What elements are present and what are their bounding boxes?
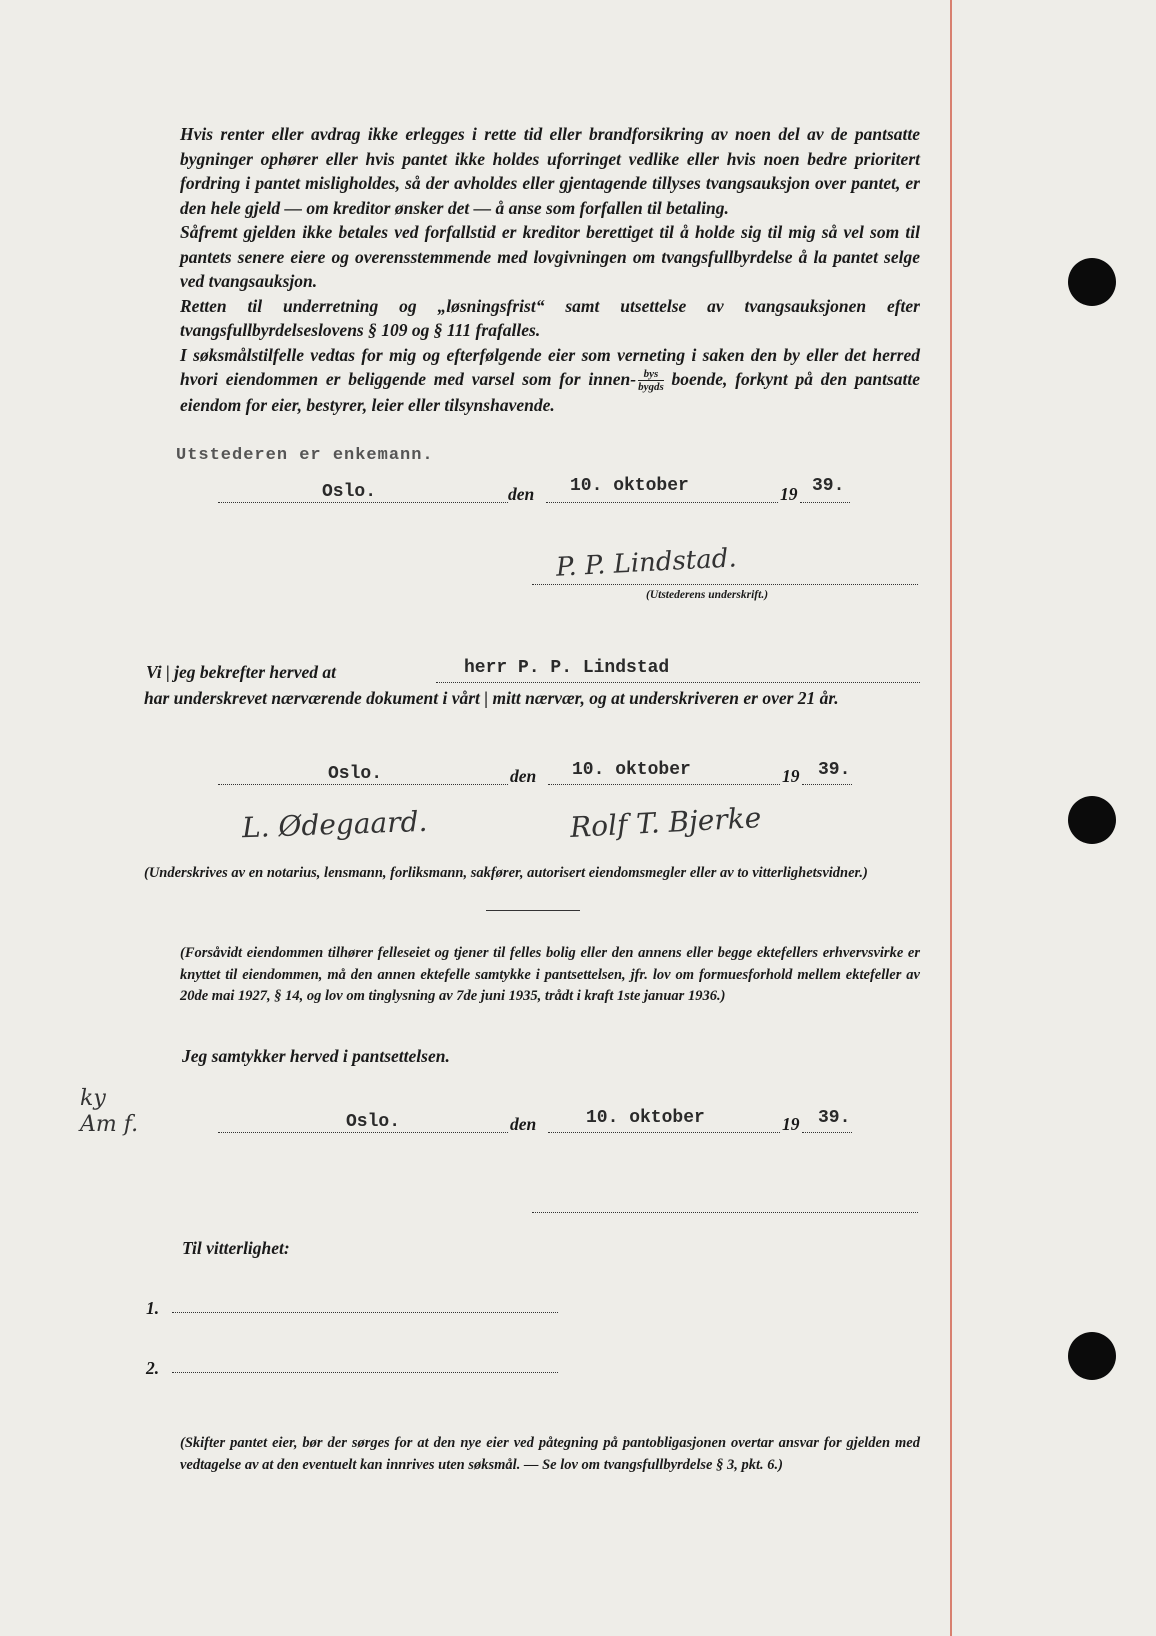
date-line-2-place-underline [218, 784, 508, 785]
date-line-1-year: 39. [812, 476, 845, 496]
issuer-signature-label: (Utstederens underskrift.) [646, 589, 769, 601]
date-line-2-date-underline [548, 784, 780, 785]
venue-clause [144, 343, 920, 418]
date-line-1-date: 10. oktober [570, 476, 689, 496]
venue-clause-main: I søksmålstilfelle vedtas for mig og efterfølgende eier som verneting i saken den by eller det herred hvori eiendommen er beliggende med varsel som for innen- [180, 344, 920, 389]
confirmation-person: herr P. P. Lindstad [464, 658, 670, 678]
date-line-3-year-underline [802, 1132, 852, 1133]
witness-line-1 [172, 1312, 558, 1313]
date-line-2-year-prefix: 19 [782, 766, 800, 786]
venue-fraction-bottom: bygds [638, 381, 664, 394]
venue-fraction-top: bys [638, 368, 664, 381]
date-line-3-date-underline [548, 1132, 780, 1133]
waiver-clause: Retten til underretning og „løsningsfrist“ samt utsettelse av tvangsauksjonen efter tvangsfullbyrdelseslovens § 109 og § 111 frafalles. [180, 295, 920, 340]
date-line-2-year: 39. [818, 760, 851, 780]
date-line-1-place: Oslo. [322, 482, 377, 502]
spouse-note [144, 943, 920, 1008]
date-line-2-place: Oslo. [328, 764, 383, 784]
date-line-1-place-underline [218, 502, 508, 503]
confirmation-body: har underskrevet nærværende dokument i vårt | mitt nærvær, og at underskriveren er over 21 år. [144, 688, 839, 708]
margin-note: ky Am f. [80, 1086, 139, 1137]
date-line-1-year-underline [800, 502, 850, 503]
witness-signature-2: Rolf T. Bjerke [569, 801, 763, 844]
date-line-3-year: 39. [818, 1108, 851, 1128]
date-line-2-year-underline [802, 784, 852, 785]
punch-hole-bottom [1068, 1332, 1116, 1380]
consent-signature-line [532, 1212, 918, 1213]
date-line-1-date-underline [546, 502, 778, 503]
date-line-1-den: den [508, 484, 535, 504]
witness-note: (Underskrives av en notarius, lensmann, forliksmann, sakfører, autorisert eiendomsmegler eller av to vitterlighetsvidner.) [144, 865, 868, 881]
typed-note: Utstederen er enkemann. [176, 446, 434, 465]
owner-change-note [144, 1433, 920, 1476]
enforcement-clause: Såfremt gjelden ikke betales ved forfallstid er kreditor berettiget til å holde sig til mig så vel som til pantets senere eiere og overensstemmende med lovgivningen om tvangsfullbyrdelse å la pantet selge ved tvangsauksjon. [180, 222, 920, 291]
punch-hole-middle [1068, 796, 1116, 844]
date-line-3-place-underline [218, 1132, 508, 1133]
witness-section-title: Til vitterlighet: [182, 1238, 290, 1258]
date-line-3-place: Oslo. [346, 1112, 401, 1132]
spouse-note-text: (Forsåvidt eiendommen tilhører felleseiet og tjener til felles bolig eller den annens eller begge ektefellers erhvervsvirke er knyttet til eiendommen, må den annen ektefelle samtykke i pantsettelsen, jfr. lov om formuesforhold mellem ektefeller av 20de mai 1927, § 14, og lov om tinglysning av 7de juni 1935, trådt i kraft 1ste januar 1936.) [180, 945, 920, 1004]
date-line-3-year-prefix: 19 [782, 1114, 800, 1134]
issuer-signature: P. P. Lindstad. [555, 543, 738, 583]
owner-change-note-text: (Skifter pantet eier, bør der sørges for at den nye eier ved påtegning på pantobligasjonen overtar ansvar for gjelden med vedtagelse av at den eventuelt kan innrives uten søksmål. — Se lov om tvangsfullbyrdelse § 3, pkt. 6.) [180, 1435, 920, 1473]
date-line-1-year-prefix: 19 [780, 484, 798, 504]
witness-line-1-number: 1. [146, 1298, 160, 1318]
confirmation-person-underline [436, 682, 920, 683]
default-clause: Hvis renter eller avdrag ikke erlegges i rette tid eller brandforsikring av noen del av de pantsatte bygninger ophører eller hvis pantet ikke holdes uforringet vedlike eller hvis noen bedre prioritert fordring i pantet misligholdes, så der avholdes eller gjentagende tillyses tvangsauksjon over pantet, er den hele gjeld — om kreditor ønsker det — å anse som forfallen til betaling. [180, 124, 920, 218]
section-divider [486, 910, 580, 911]
date-line-3-den: den [510, 1114, 537, 1134]
witness-signature-1: L. Ødegaard. [241, 804, 428, 845]
witness-line-2-number: 2. [146, 1358, 160, 1378]
date-line-2-den: den [510, 766, 537, 786]
witness-line-2 [172, 1372, 558, 1373]
venue-clause-end: boende, forkynt på den pantsatte eiendom for eier, bestyrer, leier eller tilsynshavende. [180, 369, 920, 416]
venue-fraction [638, 368, 664, 393]
issuer-signature-line [532, 584, 918, 585]
margin-rule [950, 0, 952, 1636]
date-line-3-date: 10. oktober [586, 1108, 705, 1128]
confirmation-prefix: Vi | jeg bekrefter herved at [146, 662, 336, 682]
clauses-block [144, 122, 920, 418]
date-line-2-date: 10. oktober [572, 760, 691, 780]
punch-hole-top [1068, 258, 1116, 306]
consent-text: Jeg samtykker herved i pantsettelsen. [182, 1046, 450, 1066]
